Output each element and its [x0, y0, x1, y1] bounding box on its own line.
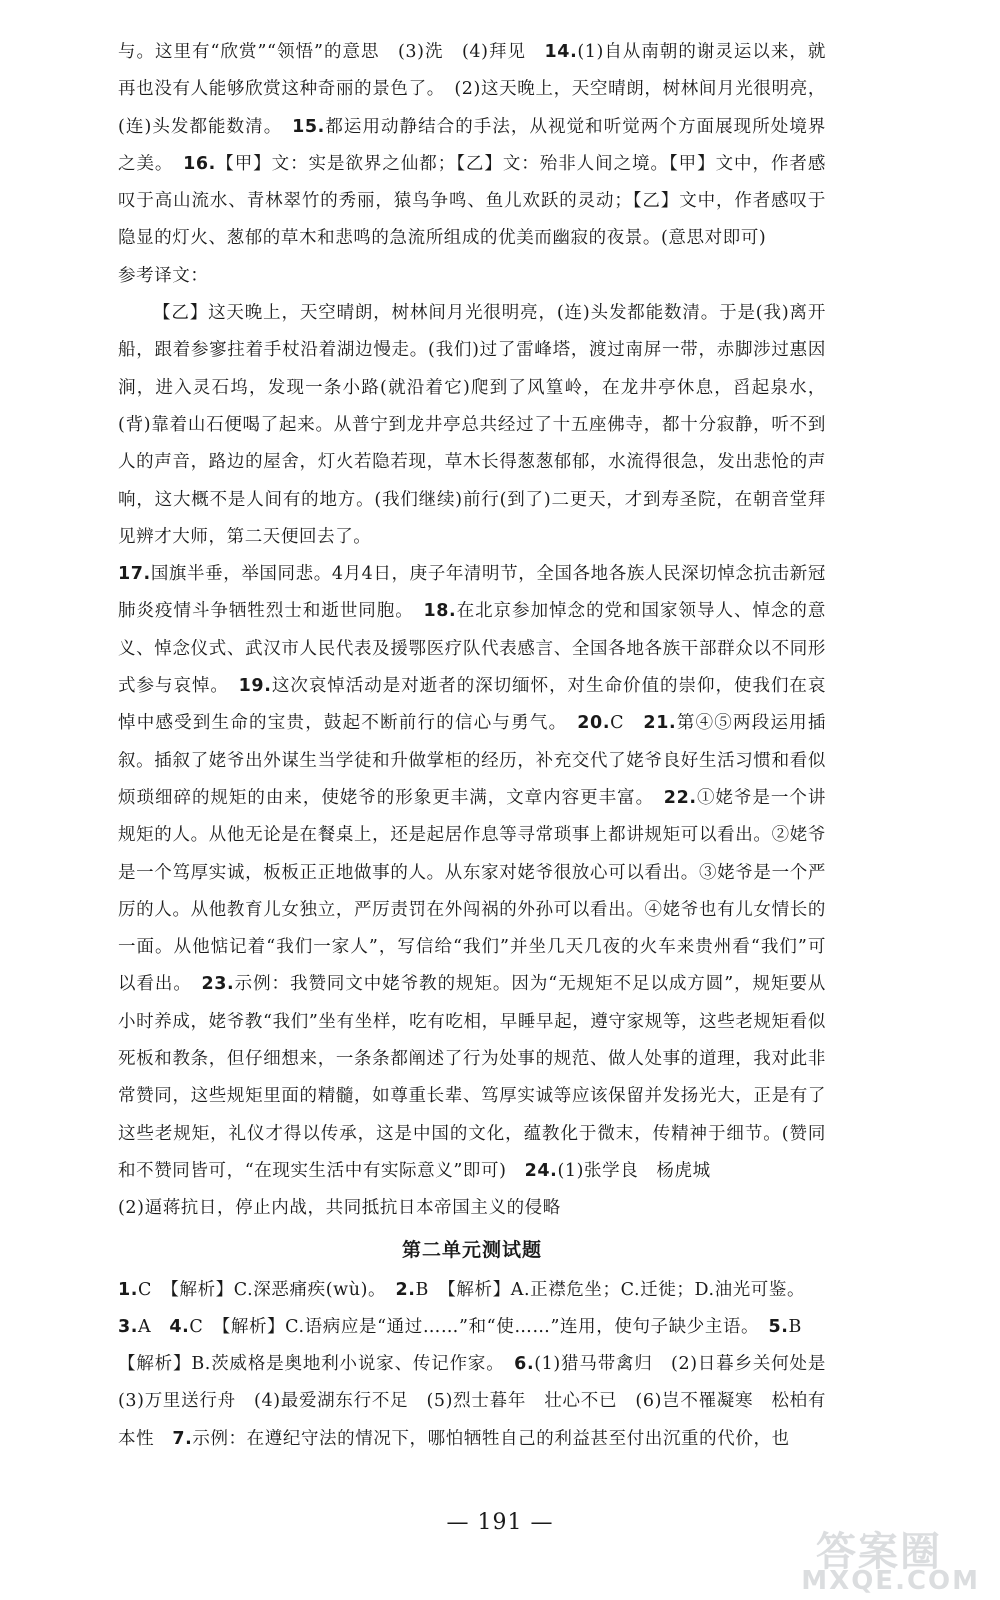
answer-paragraph-17-24	[118, 556, 826, 1190]
question-number: 15.	[292, 116, 325, 137]
answer-text: A	[138, 1316, 170, 1337]
question-number: 21.	[643, 713, 677, 734]
question-number: 20.	[577, 713, 611, 734]
question-number: 19.	[238, 676, 272, 697]
question-number: 5.	[768, 1316, 789, 1337]
reference-translation: 【乙】这天晚上，天空晴朗，树林间月光很明亮，(连)头发都能数清。于是(我)离开船，跟着参寥拄着手杖沿着湖边慢走。(我们)过了雷峰塔，渡过南屏一带，赤脚涉过惠因涧，进入灵石坞，发现一条小路(就沿着它)爬到了风篁岭，在龙井亭休息，舀起泉水，(背)靠着山石便喝了起来。从普宁到龙井亭总共经过了十五座佛寺，都十分寂静，听不到人的声音，路边的屋舍，灯火若隐若现，草木长得葱葱郁郁，水流得很急，发出悲怆的声响，这大概不是人间有的地方。(我们继续)前行(到了)二更天，才到寿圣院，在朝音堂拜见辨才大师，第二天便回去了。	[118, 303, 826, 547]
answer-text: C 【解析】C.语病应是“通过……”和“使……”连用，使句子缺少主语。	[189, 1316, 769, 1337]
question-number: 18.	[423, 601, 457, 622]
answer-text: 都运用动静结合的手法，从视觉和听觉两个方面展现所处境界之美。	[118, 116, 826, 174]
answer-content	[118, 34, 845, 1458]
unit2-answers	[118, 1272, 826, 1309]
section-title: 第二单元测试题	[401, 1238, 542, 1261]
question-number: 6.	[514, 1354, 535, 1375]
watermark-logo-text: 答案圈	[816, 1529, 942, 1575]
answer-text: (1)张学良 杨虎城	[557, 1160, 711, 1181]
answer-text: 第④⑤两段运用插叙。插叙了姥爷出外谋生当学徒和升做掌柜的经历，补充交代了姥爷良好生活习惯和看似烦琐细碎的规矩的由来，使姥爷的形象更丰满，文章内容更丰富。	[118, 713, 826, 808]
question-number: 23.	[201, 974, 235, 995]
watermark-url: MXQE.COM	[801, 1566, 980, 1596]
question-number: 4.	[169, 1316, 190, 1337]
answer-text: 与。这里有“欣赏”“领悟”的意思 (3)洗 (4)拜见	[118, 42, 545, 62]
answer-text: 【甲】文：实是欲界之仙都；【乙】文：殆非人间之境。【甲】文中，作者感叹于高山流水、青林翠竹的秀丽，猿鸟争鸣、鱼儿欢跃的灵动；【乙】文中，作者感叹于隐显的灯火、葱郁的草木和悲鸣的急流所组成的优美而幽寂的夜景。(意思对即可)	[118, 153, 826, 249]
question-number: 17.	[118, 564, 151, 585]
question-number: 1.	[118, 1279, 139, 1300]
answer-paragraph-14-16	[118, 34, 826, 258]
answer-text: 示例：在遵纪守法的情况下，哪怕牺牲自己的利益甚至付出沉重的代价，也	[192, 1428, 790, 1449]
question-number: 16.	[183, 153, 216, 174]
question-number: 2.	[395, 1279, 416, 1300]
reference-label: 参考译文：	[118, 265, 209, 286]
question-number: 24.	[524, 1160, 558, 1181]
question-number: 22.	[663, 787, 697, 808]
answer-text: 【解析】B.茨威格是奥地利小说家、传记作家。	[118, 1354, 515, 1375]
unit2-answers-line2	[118, 1309, 826, 1346]
answer-text: B 【解析】A.正襟危坐；C.迁徙；D.油光可鉴。	[415, 1279, 806, 1300]
answer-text: C	[610, 713, 644, 734]
page-number: — 191 —	[446, 1510, 554, 1535]
question-number: 7.	[172, 1428, 193, 1449]
answer-24-part-2: (2)逼蒋抗日，停止内战，共同抵抗日本帝国主义的侵略	[118, 1198, 561, 1219]
answer-text: C 【解析】C.深恶痛疾(wù)。	[138, 1279, 396, 1300]
question-number: 3.	[118, 1316, 139, 1337]
answer-text: ①姥爷是一个讲规矩的人。从他无论是在餐桌上，还是起居作息等寻常琐事上都讲规矩可以看出。②姥爷是一个笃厚实诚，板板正正地做事的人。从东家对姥爷很放心可以看出。③姥爷是一个严厉的人。从他教育儿女独立，严厉责罚在外闯祸的外孙可以看出。④姥爷也有儿女情长的一面。从他惦记着“我们一家人”，写信给“我们”并坐几天几夜的火车来贵州看“我们”可以看出。	[118, 787, 827, 995]
answer-text: 国旗半垂，举国同悲。4月4日，庚子年清明节，全国各地各族人民深切悼念抗击新冠肺炎疫情斗争牺牲烈士和逝世同胞。	[118, 564, 826, 622]
unit2-answers-line3	[118, 1346, 845, 1458]
watermark-logo	[770, 1520, 1000, 1600]
answer-text: (1)猎马带禽归 (2)日暮乡关何处是 (3)万里送行舟 (4)最爱湖东行不足 (5)烈士暮年 壮心不已 (6)岂不罹凝寒 松柏有本性	[118, 1354, 845, 1449]
answer-text: B	[788, 1316, 803, 1337]
answer-text: 这次哀悼活动是对逝者的深切缅怀，对生命价值的崇仰，使我们在哀悼中感受到生命的宝贵，鼓起不断前行的信心与勇气。	[118, 676, 827, 734]
question-number: 14.	[544, 42, 578, 62]
answer-text: 在北京参加悼念的党和国家领导人、悼念的意义、悼念仪式、武汉市人民代表及援鄂医疗队代表感言、全国各地各族干部群众以不同形式参与哀悼。	[118, 601, 827, 697]
answer-text: (1)自从南朝的谢灵运以来，就再也没有人能够欣赏这种奇丽的景色了。 (2)这天晚上，天空晴朗，树林间月光很明亮，(连)头发都能数清。	[118, 42, 826, 137]
answer-text: 示例：我赞同文中姥爷教的规矩。因为“无规矩不足以成方圆”，规矩要从小时养成，姥爷教“我们”坐有坐样，吃有吃相，早睡早起，遵守家规等，这些老规矩看似死板和教条，但仔细想来，一条条都阐述了行为处事的规范、做人处事的道理，我对此非常赞同，这些规矩里面的精髓，如尊重长辈、笃厚实诚等应该保留并发扬光大，正是有了这些老规矩，礼仪才得以传承，这是中国的文化，蕴教化于微末，传精神于细节。(赞同和不赞同皆可，“在现实生活中有实际意义”即可)	[118, 974, 826, 1181]
